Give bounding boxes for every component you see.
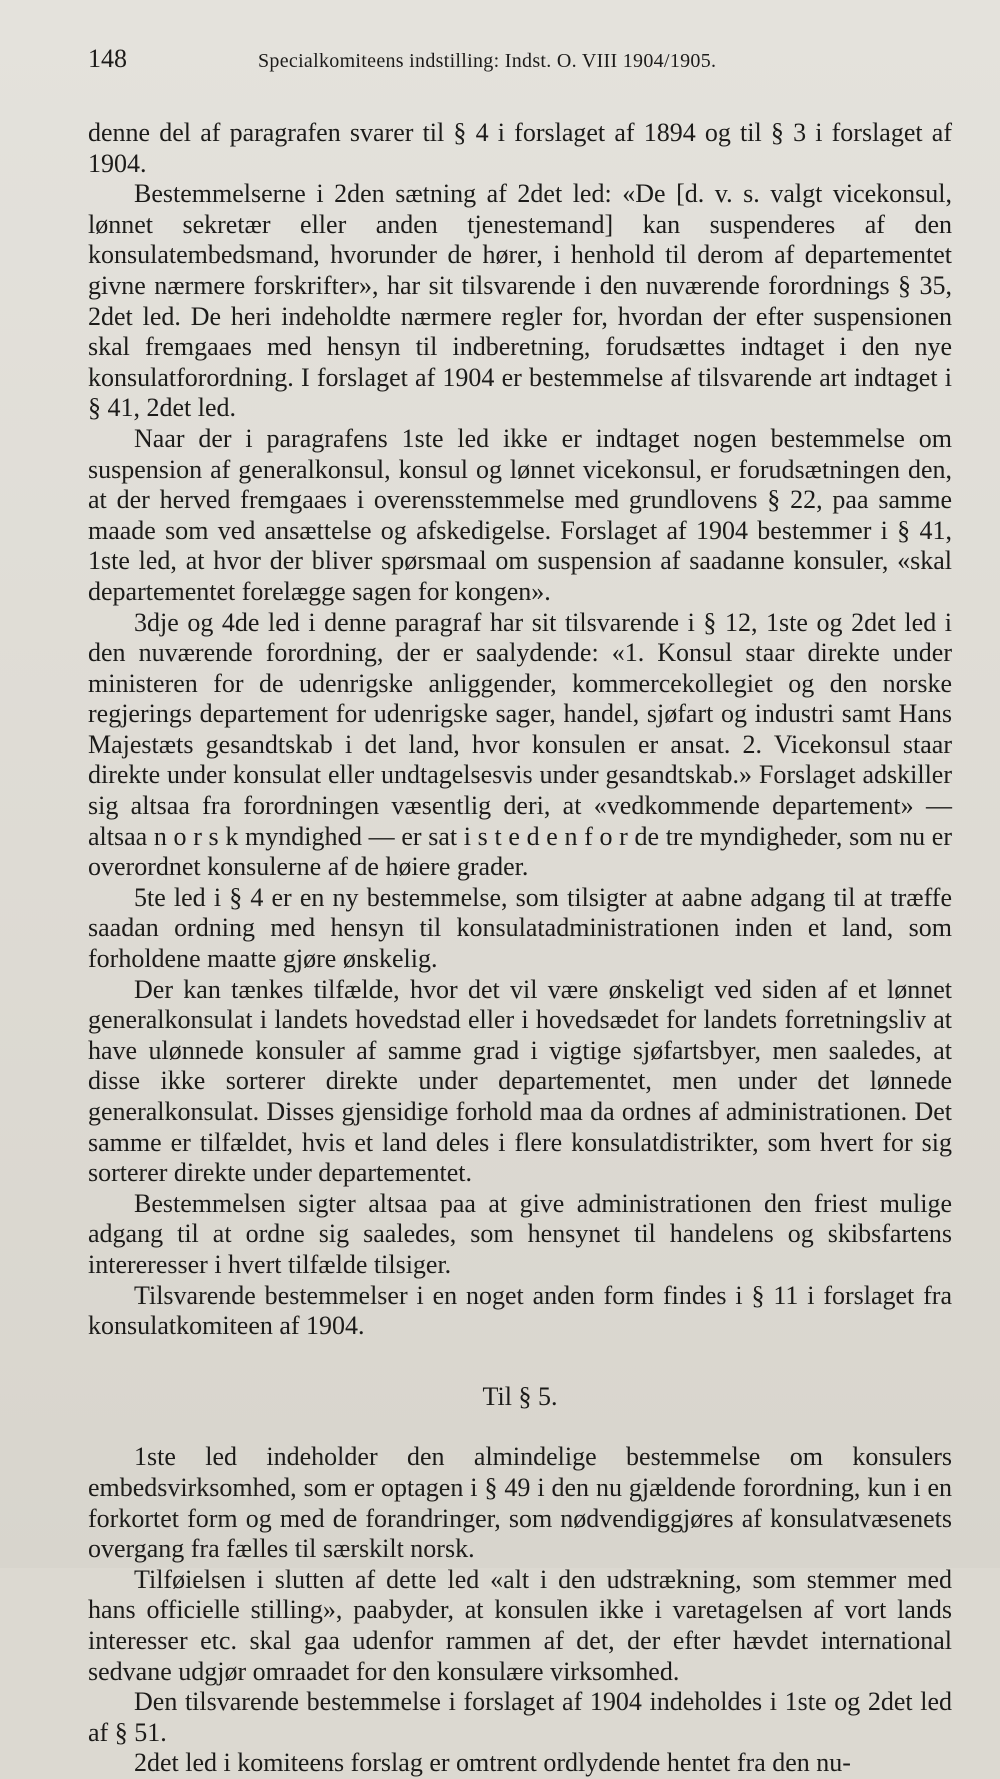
paragraph: Tilføielsen i slutten af dette led «alt i den udstrækning, som stemmer med hans officielle stilling», paabyder, at konsulen ikke i varetagelsen af vort lands interesser etc. skal gaa udenfor rammen af det, der efter hævdet international sedvane udgjør omraadet for den konsulære virksomhed. [88,1564,952,1686]
paragraph-group-before [88,118,952,1342]
paragraph: 3dje og 4de led i denne paragraf har sit tilsvarende i § 12, 1ste og 2det led i den nuværende forordning, der er saalydende: «1. Konsul staar direkte under ministeren for de udenrigske anliggender, kommercekollegiet og den norske regjerings departement for udenrigske sager, handel, sjøfart og industri samt Hans Majestæts gesandtskab i det land, hvor konsulen er ansat. 2. Vicekonsul staar direkte under konsulat eller undtagelsesvis under gesandtskab.» Forslaget adskiller sig altsaa fra forordningen væsentlig deri, at «vedkommende departement» — altsaa n o r s k myndighed — er sat i s t e d e n f o r de tre myndigheder, som nu er overordnet konsulerne af de høiere grader. [88,607,952,882]
paragraph: 5te led i § 4 er en ny bestemmelse, som tilsigter at aabne adgang til at træffe saadan ordning med hensyn til konsulatadministrationen inden et land, som forholdene maatte gjøre ønskelig. [88,882,952,974]
section-heading: Til § 5. [482,1381,558,1411]
page-number: 148 [88,44,127,73]
paragraph: 2det led i komiteens forslag er omtrent ordlydende hentet fra den nu- [134,1748,851,1778]
paragraph: Bestemmelsen sigter altsaa paa at give administrationen den friest mulige adgang til at ordne sig saaledes, som hensynet til handelens og skibsfartens intereresser i hvert tilfælde tilsiger. [88,1188,952,1279]
paragraph-group-after [88,1442,952,1779]
paragraph: Tilsvarende bestemmelser i en noget anden form findes i § 11 i forslaget fra konsulatkomiteen af 1904. [88,1280,952,1341]
paragraph: Den tilsvarende bestemmelse i forslaget af 1904 indeholdes i 1ste og 2det led af § 51. [88,1687,952,1747]
paragraph: Naar der i paragrafens 1ste led ikke er indtaget nogen bestemmelse om suspension af generalkonsul, konsul og lønnet vicekonsul, er forudsætningen den, at der herved fremgaaes i overensstemmelse med grundlovens § 22, paa samme maade som ved ansættelse og afskedigelse. Forslaget af 1904 bestemmer i § 41, 1ste led, at hvor der bliver spørsmaal om suspension af saadanne konsuler, «skal departementet forelægge sagen for kongen». [88,423,952,606]
body-text [88,118,952,1779]
paragraph: denne del af paragrafen svarer til § 4 i forslaget af 1894 og til § 3 i forslaget af 1904. [88,118,952,178]
paragraph: Der kan tænkes tilfælde, hvor det vil være ønskeligt ved siden af et lønnet generalkonsulat i landets hovedstad eller i hovedsædet for landets forretningsliv at have ulønnede konsuler af samme grad i vigtige sjøfartsbyer, men saaledes, at disse ikke sorterer direkte under departementet, men under det lønnede generalkonsulat. Disses gjensidige forhold maa da ordnes af administrationen. Det samme er tilfældet, hvis et land deles i flere konsulatdistrikter, som hvert for sig sorterer direkte under departementet. [88,974,952,1188]
paragraph: 1ste led indeholder den almindelige bestemmelse om konsulers embedsvirksomhed, som er optagen i § 49 i den nu gjældende forordning, kun i en forkortet form og med de forandringer, som nødvendiggjøres af konsulatvæsenets overgang fra fælles til særskilt norsk. [88,1442,952,1564]
page-header [88,44,952,88]
running-head: Specialkomiteens indstilling: Indst. O. VIII 1904/1905. [258,50,717,72]
paragraph: Bestemmelserne i 2den sætning af 2det led: «De [d. v. s. valgt vicekonsul, lønnet sekretær eller anden tjenestemand] kan suspenderes af den konsulatembedsmand, hvorunder de hører, i henhold til derom af departementet givne nærmere forskrifter», har sit tilsvarende i den nuværende forordnings § 35, 2det led. De heri indeholdte nærmere regler for, hvordan der efter suspensionen skal fremgaaes med hensyn til indberetning, forudsættes indtaget i den nye konsulatforordning. I forslaget af 1904 er bestemmelse af tilsvarende art indtaget i § 41, 2det led. [88,179,952,423]
